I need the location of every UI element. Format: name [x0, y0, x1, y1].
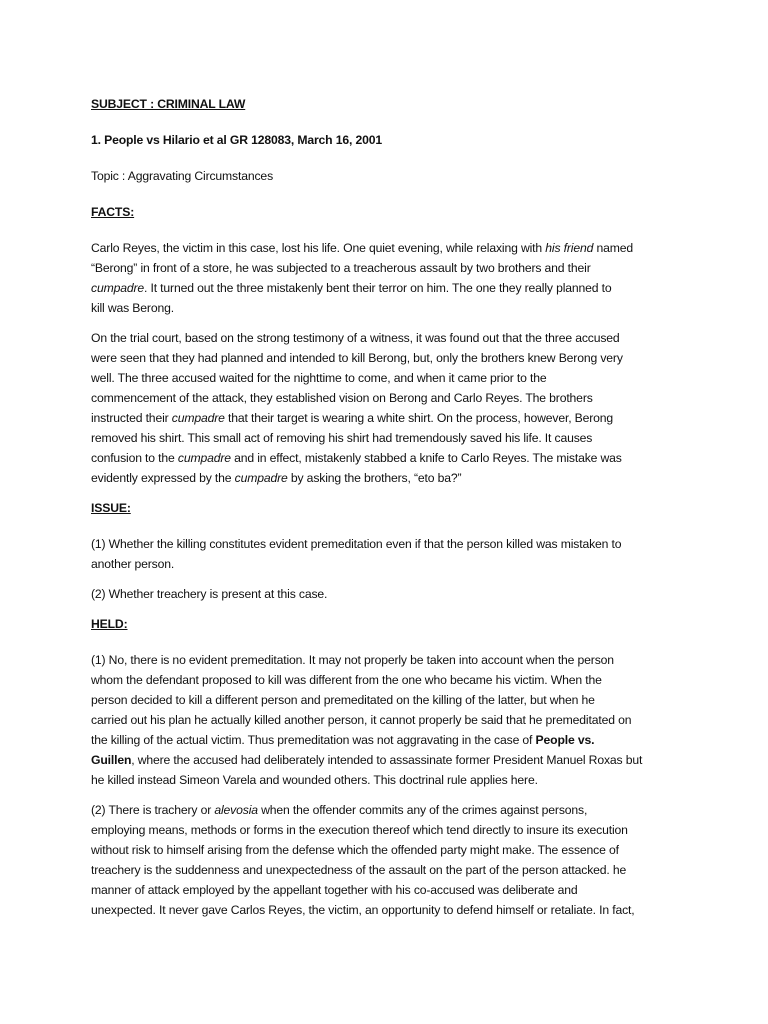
subject-heading: SUBJECT : CRIMINAL LAW — [91, 97, 246, 111]
text-run: named — [593, 241, 633, 255]
text-run-italic: alevosia — [214, 803, 258, 817]
text-run: (2) There is trachery or — [91, 803, 215, 817]
held-1 — [91, 650, 708, 790]
topic-line: Topic : Aggravating Circumstances — [91, 169, 274, 183]
text-line: kill was Berong. — [91, 301, 174, 315]
text-line — [91, 408, 708, 428]
text-run: the killing of the actual victim. Thus premeditation was not aggravating in the case of — [91, 733, 536, 747]
text-run-italic: cumpadre — [177, 451, 231, 465]
text-line: were seen that they had planned and intended to kill Berong, but, only the brothers knew Berong very — [91, 351, 623, 365]
text-line: (1) Whether the killing constitutes evident premeditation even if that the person killed was mistaken to — [91, 537, 622, 551]
text-line — [91, 750, 708, 770]
text-line: (2) Whether treachery is present at this case. — [91, 587, 328, 601]
text-line: removed his shirt. This small act of removing his shirt had tremendously saved his life. It causes — [91, 431, 593, 445]
text-run: . It turned out the three mistakenly bent their terror on him. The one they really planned to — [144, 281, 612, 295]
text-run: confusion to the — [91, 451, 178, 465]
text-run: when the offender commits any of the crimes against persons, — [257, 803, 588, 817]
text-line: without risk to himself arising from the defense which the offended party might make. The essence of — [91, 843, 619, 857]
text-line: On the trial court, based on the strong testimony of a witness, it was found out that the three accused — [91, 331, 620, 345]
text-line: commencement of the attack, they established vision on Berong and Carlo Reyes. The brothers — [91, 391, 593, 405]
text-run: instructed their — [91, 411, 172, 425]
text-line: manner of attack employed by the appellant together with his co-accused was deliberate and — [91, 883, 578, 897]
text-run: by asking the brothers, “eto ba?” — [287, 471, 462, 485]
case-citation: People vs. — [535, 733, 595, 747]
text-line — [91, 278, 708, 298]
held-2 — [91, 800, 708, 920]
issue-2 — [91, 584, 708, 604]
text-line — [91, 448, 708, 468]
text-run-italic: cumpadre — [234, 471, 288, 485]
facts-paragraph-2 — [91, 328, 708, 488]
text-run: that their target is wearing a white shirt. On the process, however, Berong — [224, 411, 614, 425]
text-run: and in effect, mistakenly stabbed a knife to Carlo Reyes. The mistake was — [230, 451, 622, 465]
held-heading: HELD: — [91, 617, 128, 631]
text-run-italic: his friend — [545, 241, 594, 255]
facts-heading: FACTS: — [91, 205, 135, 219]
text-line: “Berong” in front of a store, he was subjected to a treacherous assault by two brothers and their — [91, 261, 591, 275]
text-line: (1) No, there is no evident premeditation. It may not properly be taken into account when the person — [91, 653, 614, 667]
text-line — [91, 800, 708, 820]
text-line: well. The three accused waited for the nighttime to come, and when it came prior to the — [91, 371, 547, 385]
text-line: another person. — [91, 557, 175, 571]
text-run-italic: cumpadre — [171, 411, 225, 425]
text-line — [91, 468, 708, 488]
text-line: treachery is the suddenness and unexpectedness of the assault on the part of the person attacked. he — [91, 863, 627, 877]
text-line: he killed instead Simeon Varela and wounded others. This doctrinal rule applies here. — [91, 773, 538, 787]
text-line: unexpected. It never gave Carlos Reyes, the victim, an opportunity to defend himself or retaliate. In fact, — [91, 903, 635, 917]
text-run: , where the accused had deliberately intended to assassinate former President Manuel Roxas but — [131, 753, 643, 767]
text-line: person decided to kill a different person and premeditated on the killing of the latter, but when he — [91, 693, 595, 707]
text-line: employing means, methods or forms in the execution thereof which tend directly to insure its execution — [91, 823, 628, 837]
text-run: evidently expressed by the — [91, 471, 235, 485]
text-line — [91, 730, 708, 750]
facts-paragraph-1 — [91, 238, 708, 318]
text-line: carried out his plan he actually killed another person, it cannot properly be said that he premeditated on — [91, 713, 632, 727]
text-line — [91, 238, 708, 258]
issue-heading: ISSUE: — [91, 501, 131, 515]
text-run-italic: cumpadre — [91, 281, 144, 295]
text-run: Carlo Reyes, the victim in this case, lost his life. One quiet evening, while relaxing with — [91, 241, 546, 255]
text-line: whom the defendant proposed to kill was different from the one who became his victim. When the — [91, 673, 602, 687]
issue-1 — [91, 534, 708, 574]
case-citation: Guillen — [91, 753, 132, 767]
case-title: 1. People vs Hilario et al GR 128083, March 16, 2001 — [91, 133, 382, 147]
